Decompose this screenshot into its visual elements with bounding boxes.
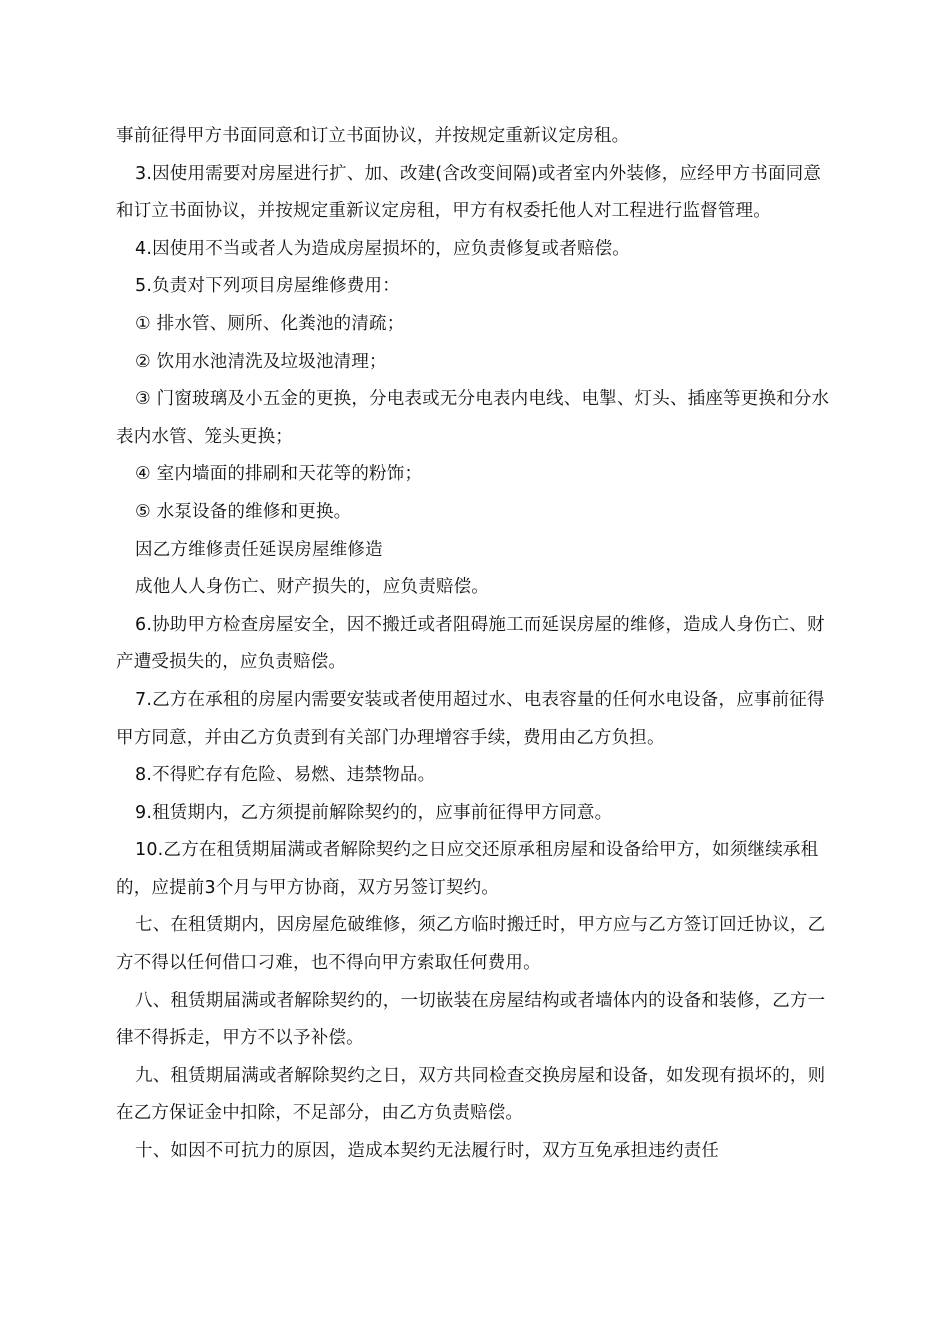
clause-ten: 十、如因不可抗力的原因，造成本契约无法履行时，双方互免承担违约责任 [135, 1141, 720, 1162]
list-item: ② 饮用水池清洗及垃圾池清理； [135, 351, 387, 372]
list-item: ④ 室内墙面的排刷和天花等的粉饰； [135, 464, 423, 485]
clause-eight: 八、租赁期届满或者解除契约的，一切嵌装在房屋结构或者墙体内的设备和装修，乙方一律不得拆走，甲方不以予补偿。 [116, 990, 826, 1049]
list-item: ⑤ 水泵设备的维修和更换。 [135, 501, 352, 522]
paragraph: 6.协助甲方检查房屋安全，因不搬迁或者阻碍施工而延误房屋的维修，造成人身伤亡、财产遭受损失的，应负责赔偿。 [116, 614, 825, 673]
paragraph: 3.因使用需要对房屋进行扩、加、改建(含改变间隔)或者室内外装修，应经甲方书面同意和订立书面协议，并按规定重新议定房租，甲方有权委托他人对工程进行监督管理。 [116, 163, 822, 222]
document-body [116, 118, 836, 1171]
paragraph: 4.因使用不当或者人为造成房屋损坏的，应负责修复或者赔偿。 [135, 238, 630, 259]
list-item: ③ 门窗玻璃及小五金的更换，分电表或无分电表内电线、电掣、灯头、插座等更换和分水表内水管、笼头更换； [116, 389, 830, 447]
paragraph: 5.负责对下列项目房屋维修费用： [135, 276, 400, 297]
paragraph: 9.租赁期内，乙方须提前解除契约的，应事前征得甲方同意。 [135, 802, 613, 823]
clause-seven: 七、在租赁期内，因房屋危破维修，须乙方临时搬迁时，甲方应与乙方签订回迁协议，乙方不得以任何借口刁难，也不得向甲方索取任何费用。 [116, 915, 826, 974]
paragraph: 7.乙方在承租的房屋内需要安装或者使用超过水、电表容量的任何水电设备，应事前征得甲方同意，并由乙方负责到有关部门办理增容手续，费用由乙方负担。 [116, 689, 825, 748]
list-item: ① 排水管、厕所、化粪池的清疏； [135, 313, 405, 334]
paragraph: 8.不得贮存有危险、易燃、违禁物品。 [135, 765, 436, 786]
paragraph: 事前征得甲方书面同意和订立书面协议，并按规定重新议定房租。 [116, 126, 630, 146]
paragraph: 因乙方维修责任延误房屋维修造 [135, 539, 383, 560]
clause-nine: 九、租赁期届满或者解除契约之日，双方共同检查交换房屋和设备，如发现有损坏的，则在乙方保证金中扣除，不足部分，由乙方负责赔偿。 [116, 1065, 826, 1124]
paragraph: 10.乙方在租赁期届满或者解除契约之日应交还原承租房屋和设备给甲方，如须继续承租的，应提前3个月与甲方协商，双方另签订契约。 [116, 840, 819, 898]
paragraph: 成他人人身伤亡、财产损失的，应负责赔偿。 [135, 577, 489, 598]
